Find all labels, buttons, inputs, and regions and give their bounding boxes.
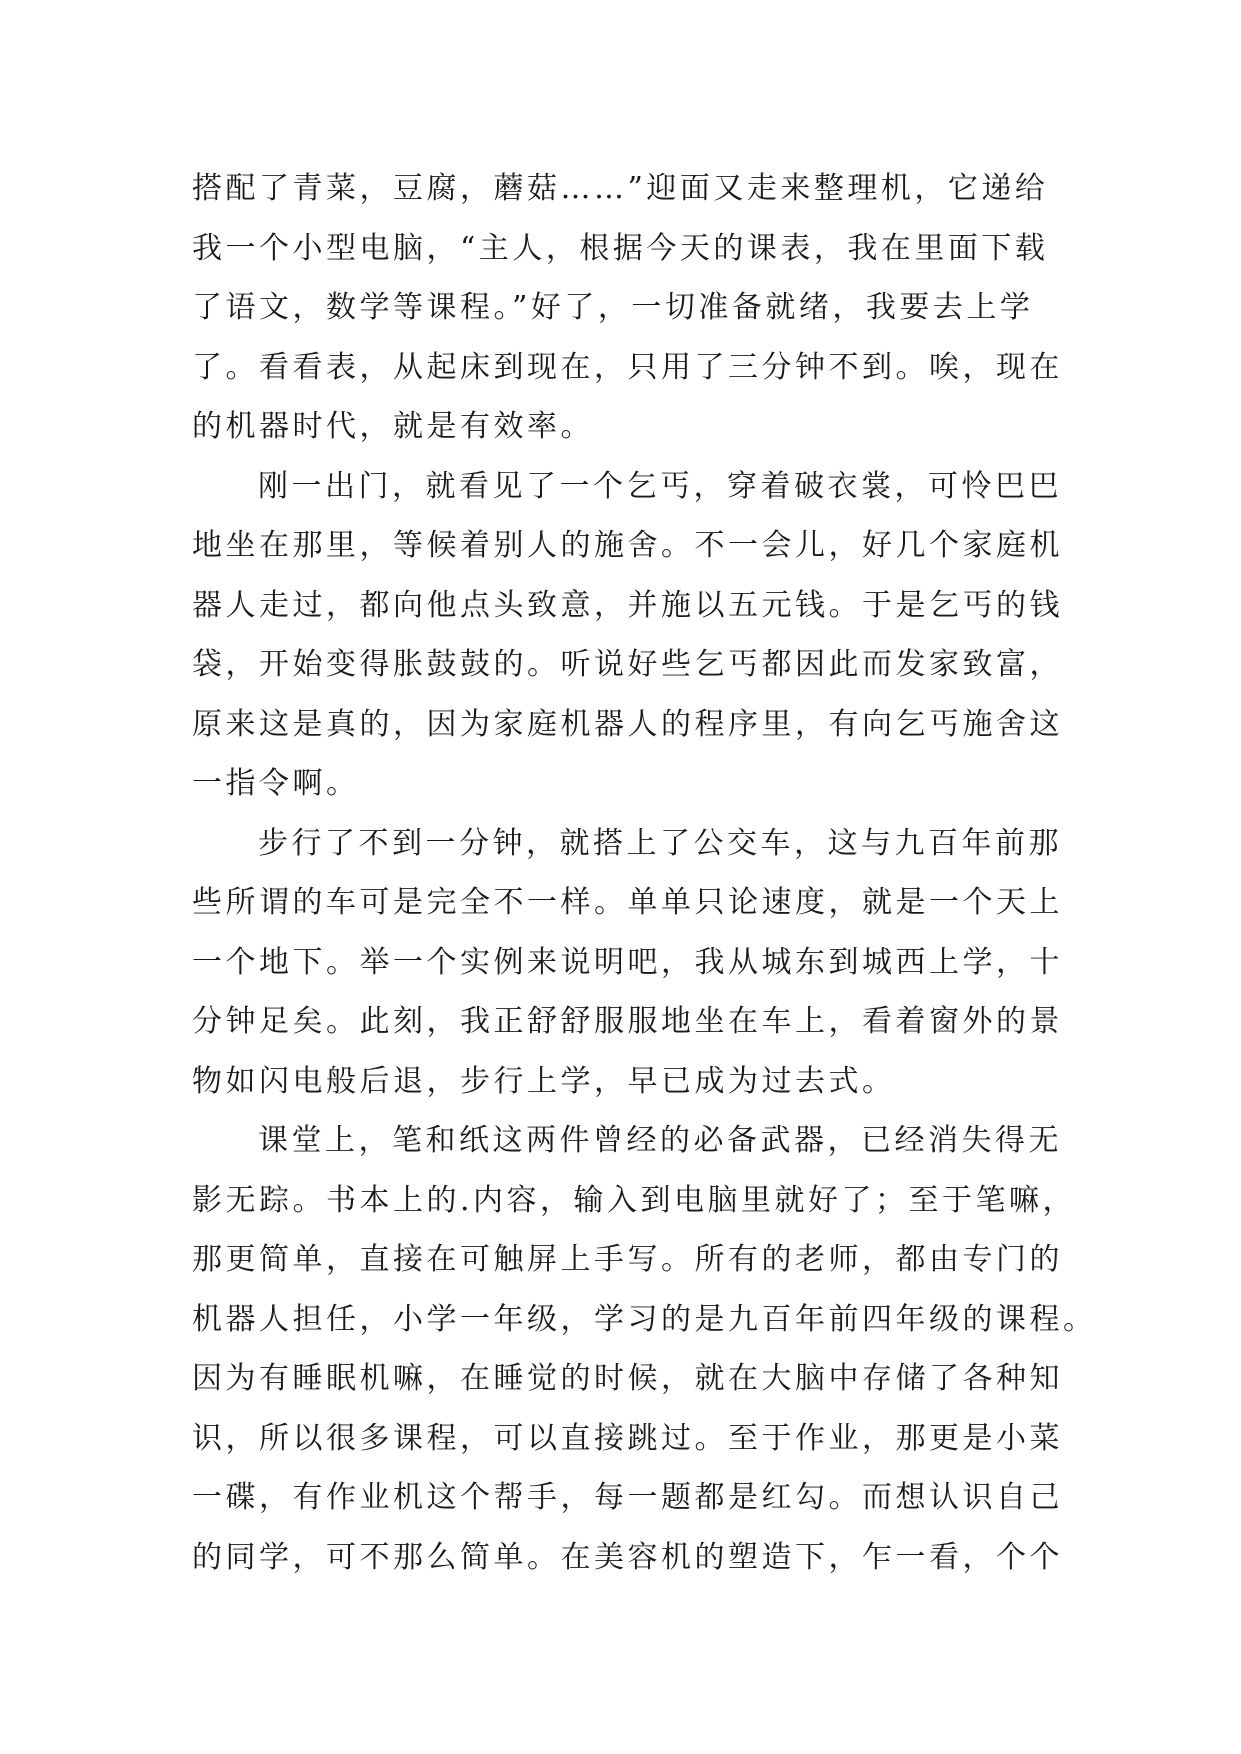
text-line: 影无踪。书本上的.内容，输入到电脑里就好了；至于笔嘛， [192, 1182, 1077, 1218]
text-line: 的机器时代，就是有效率。 [192, 409, 594, 444]
text-line: 因为有睡眠机嘛，在睡觉的时候，就在大脑中存储了各种知 [192, 1361, 1063, 1396]
text-line: 一个地下。举一个实例来说明吧，我从城东到城西上学，十 [192, 944, 1063, 980]
text-line: 了语文，数学等课程。”好了，一切准备就绪，我要去上学 [192, 290, 1034, 325]
paragraph-2 [192, 457, 1072, 814]
text-line: 了。看看表，从起床到现在，只用了三分钟不到。唉，现在 [192, 349, 1063, 385]
text-line: 识，所以很多课程，可以直接跳过。至于作业，那更是小菜 [192, 1420, 1063, 1456]
paragraph-3 [192, 814, 1072, 1112]
text-line: 原来这是真的，因为家庭机器人的程序里，有向乞丐施舍这 [192, 706, 1063, 742]
text-line: 课堂上，笔和纸这两件曾经的必备武器，已经消失得无 [258, 1123, 1062, 1158]
text-line: 器人走过，都向他点头致意，并施以五元钱。于是乞丐的钱 [192, 587, 1063, 623]
text-line: 步行了不到一分钟，就搭上了公交车，这与九百年前那 [258, 825, 1062, 861]
text-line: 些所谓的车可是完全不一样。单单只论速度，就是一个天上 [192, 885, 1063, 920]
text-line: 搭配了青菜，豆腐，蘑菇……”迎面又走来整理机，它递给 [192, 171, 1049, 206]
body-text [192, 159, 1097, 1587]
text-line: 一碟，有作业机这个帮手，每一题都是红勾。而想认识自己 [192, 1480, 1063, 1515]
text-line: 物如闪电般后退，步行上学，早已成为过去式。 [192, 1063, 896, 1099]
text-line: 一指令啊。 [192, 766, 360, 801]
paragraph-4 [192, 1111, 1097, 1587]
text-line: 的同学，可不那么简单。在美容机的塑造下，乍一看，个个 [192, 1539, 1063, 1575]
text-line: 分钟足矣。此刻，我正舒舒服服地坐在车上，看着窗外的景 [192, 1004, 1063, 1039]
paragraph-1 [192, 159, 1072, 457]
text-line: 袋，开始变得胀鼓鼓的。听说好些乞丐都因此而发家致富， [192, 647, 1063, 682]
text-line: 刚一出门，就看见了一个乞丐，穿着破衣裳，可怜巴巴 [258, 468, 1062, 504]
text-line: 那更简单，直接在可触屏上手写。所有的老师，都由专门的 [192, 1242, 1063, 1277]
text-line: 我一个小型电脑，“主人，根据今天的课表，我在里面下载 [192, 230, 1049, 266]
text-line: 地坐在那里，等候着别人的施舍。不一会儿，好几个家庭机 [192, 528, 1063, 563]
text-line: 机器人担任，小学一年级，学习的是九百年前四年级的课程。 [192, 1301, 1097, 1337]
